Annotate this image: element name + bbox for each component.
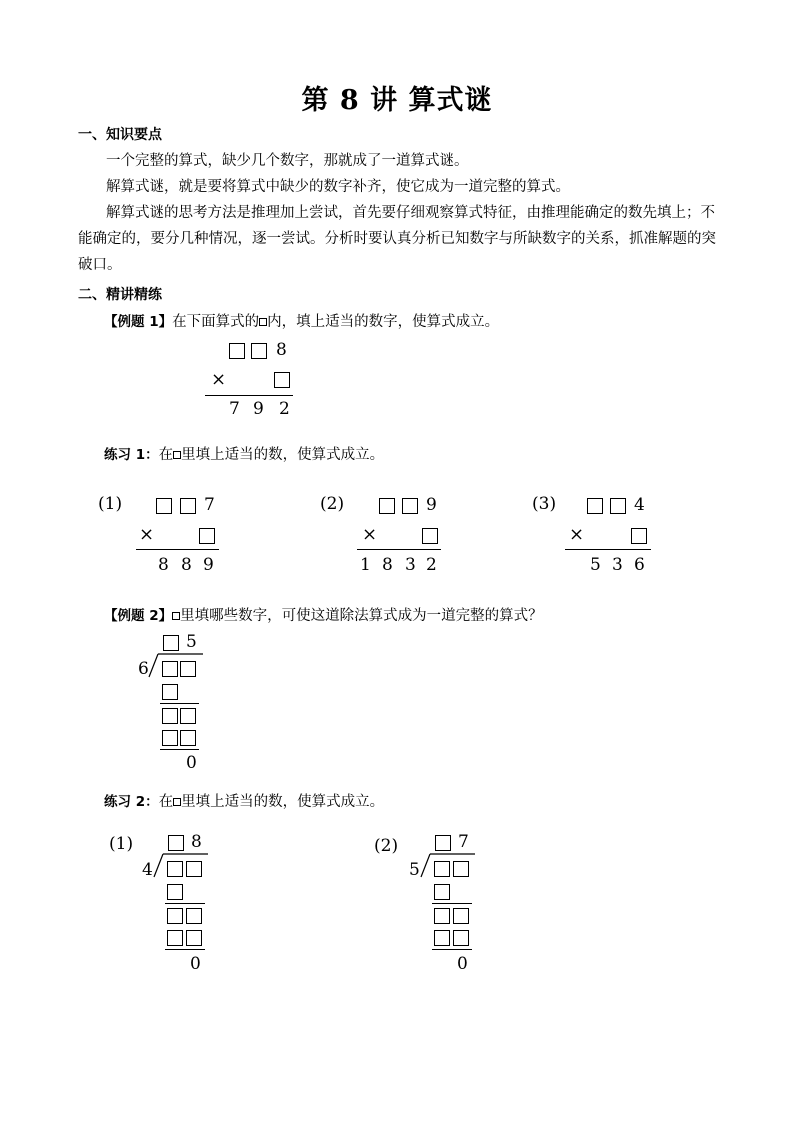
digit: 8 (276, 340, 287, 360)
result-digit: 2 (426, 555, 437, 575)
blank-box-icon[interactable] (379, 498, 395, 514)
blank-box-icon[interactable] (422, 528, 438, 544)
blank-box-icon[interactable] (251, 343, 267, 359)
blank-box-icon[interactable] (434, 884, 450, 900)
division-line (165, 903, 205, 904)
blank-box-icon[interactable] (186, 930, 202, 946)
divisor: 5 (409, 860, 420, 880)
section-heading-knowledge: 一、知识要点 (78, 127, 162, 143)
exercise1-prompt (104, 443, 384, 464)
example2-label: 【例题 2】 (104, 608, 173, 624)
result-digit: 2 (279, 399, 290, 419)
blank-box-icon[interactable] (180, 730, 196, 746)
result-digit: 8 (382, 555, 393, 575)
division-line (160, 749, 199, 750)
quotient-digit: 8 (191, 832, 202, 852)
blank-box-icon[interactable] (167, 908, 183, 924)
blank-box-icon (173, 798, 181, 806)
digit: 4 (634, 495, 645, 515)
result-digit: 6 (634, 555, 645, 575)
example1-text2: 内，填上适当的数字，使算式成立。 (267, 314, 500, 330)
blank-box-icon[interactable] (180, 708, 196, 724)
result-digit: 3 (405, 555, 416, 575)
divisor: 4 (142, 860, 153, 880)
blank-box-icon[interactable] (180, 661, 196, 677)
blank-box-icon[interactable] (180, 498, 196, 514)
blank-box-icon[interactable] (162, 730, 178, 746)
division-line (432, 949, 472, 950)
exercise1-label: 练习 1： (104, 447, 159, 463)
result-digit: 5 (590, 555, 601, 575)
problem-number: (1) (98, 494, 123, 514)
exercise2-text2: 里填上适当的数，使算式成立。 (181, 794, 385, 810)
paragraph-1: 一个完整的算式，缺少几个数字，那就成了一道算式谜。 (106, 153, 469, 169)
blank-box-icon[interactable] (186, 861, 202, 877)
problem-number: (1) (109, 834, 134, 854)
remainder: 0 (190, 954, 201, 974)
exercise1-text: 在 (158, 447, 174, 463)
quotient-digit: 5 (186, 632, 197, 652)
digit: 7 (204, 495, 215, 515)
result-digit: 8 (158, 555, 169, 575)
times-sign: × (211, 369, 227, 390)
division-line (160, 703, 199, 704)
exercise2-text: 在 (158, 794, 174, 810)
result-digit: 9 (203, 555, 214, 575)
blank-box-icon[interactable] (274, 372, 290, 388)
quotient-digit: 7 (458, 832, 469, 852)
blank-box-icon[interactable] (229, 343, 245, 359)
knowledge-paragraphs (78, 148, 728, 278)
problem-number: (2) (320, 494, 345, 514)
exercise1-text2: 里填上适当的数，使算式成立。 (181, 447, 385, 463)
blank-box-icon[interactable] (453, 861, 469, 877)
times-sign: × (569, 524, 585, 545)
blank-box-icon[interactable] (631, 528, 647, 544)
multiplication-line (357, 549, 441, 550)
blank-box-icon (172, 612, 180, 620)
multiplication-line (565, 549, 651, 550)
page-title: 第 8 讲 算式谜 (301, 85, 493, 116)
blank-box-icon[interactable] (167, 861, 183, 877)
blank-box-icon[interactable] (199, 528, 215, 544)
exercise2-prompt (104, 790, 384, 811)
blank-box-icon[interactable] (610, 498, 626, 514)
blank-box-icon[interactable] (453, 908, 469, 924)
example2-prompt (104, 604, 543, 625)
blank-box-icon[interactable] (587, 498, 603, 514)
result-digit: 9 (253, 399, 264, 419)
blank-box-icon[interactable] (156, 498, 172, 514)
blank-box-icon[interactable] (434, 930, 450, 946)
digit: 9 (426, 495, 437, 515)
blank-box-icon[interactable] (167, 930, 183, 946)
result-digit: 7 (229, 399, 240, 419)
problem-number: (3) (532, 494, 557, 514)
blank-box-icon[interactable] (162, 661, 178, 677)
blank-box-icon (259, 318, 267, 326)
division-line (432, 903, 472, 904)
blank-box-icon[interactable] (434, 861, 450, 877)
blank-box-icon[interactable] (186, 908, 202, 924)
blank-box-icon[interactable] (162, 684, 178, 700)
exercise2-label: 练习 2： (104, 794, 159, 810)
blank-box-icon[interactable] (435, 835, 451, 851)
division-line (165, 949, 205, 950)
example2-text2: 里填哪些数字，可使这道除法算式成为一道完整的算式？ (180, 608, 543, 624)
blank-box-icon[interactable] (163, 635, 179, 651)
example1-text: 在下面算式的 (172, 314, 260, 330)
remainder: 0 (457, 954, 468, 974)
blank-box-icon[interactable] (402, 498, 418, 514)
blank-box-icon[interactable] (162, 708, 178, 724)
blank-box-icon (173, 451, 181, 459)
problem-number: (2) (374, 836, 399, 856)
blank-box-icon[interactable] (453, 930, 469, 946)
paragraph-3: 解算式谜的思考方法是推理加上尝试，首先要仔细观察算式特征，由推理能确定的数先填上；不能确定的，要分几种情况，逐一尝试。分析时要认真分析已知数字与所缺数字的关系，抓准解题的突破口。 (78, 205, 716, 273)
remainder: 0 (186, 753, 197, 773)
blank-box-icon[interactable] (168, 835, 184, 851)
times-sign: × (139, 524, 155, 545)
times-sign: × (362, 524, 378, 545)
multiplication-line (205, 395, 293, 396)
multiplication-line (136, 549, 219, 550)
section-heading-practice: 二、精讲精练 (78, 287, 162, 303)
example1-label: 【例题 1】 (104, 314, 173, 330)
blank-box-icon[interactable] (167, 884, 183, 900)
result-digit: 3 (612, 555, 623, 575)
example1-prompt (104, 310, 499, 331)
result-digit: 8 (181, 555, 192, 575)
divisor: 6 (138, 659, 149, 679)
blank-box-icon[interactable] (434, 908, 450, 924)
paragraph-2: 解算式谜，就是要将算式中缺少的数字补齐，使它成为一道完整的算式。 (106, 179, 570, 195)
result-digit: 1 (360, 555, 371, 575)
